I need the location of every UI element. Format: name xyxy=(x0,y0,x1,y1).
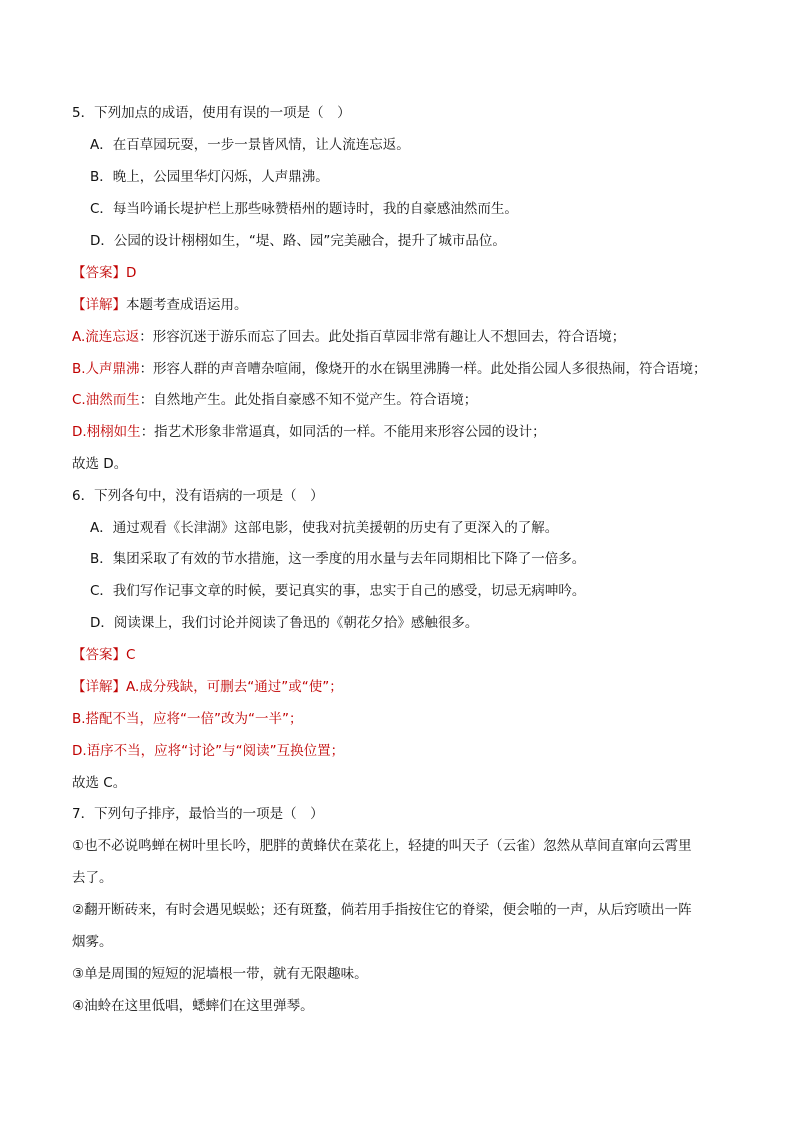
q7-stem: 7．下列句子排序，最恰当的一项是（ ） xyxy=(72,806,324,822)
q5-option-a: A．在百草园玩耍，一步一景皆风情，让人流连忘返。 xyxy=(90,137,410,153)
q5-explanation-b xyxy=(72,360,707,378)
explanation-text: ：自然地产生。此处指自豪感不知不觉产生。符合语境； xyxy=(139,392,478,408)
answer-letter: C xyxy=(126,647,136,663)
q7-sentence-4: ④油蛉在这里低唱，蟋蟀们在这里弹琴。 xyxy=(72,998,314,1014)
q5-conclusion xyxy=(72,455,127,473)
q7-sentence-1: ①也不必说鸣蝉在树叶里长吟，肥胖的黄蜂伏在菜花上，轻捷的叫天子（云雀）忽然从草间直窜向云霄里 xyxy=(72,838,692,854)
q5-explanation-d xyxy=(72,423,546,441)
q7-sentence-2-cont: 烟雾。 xyxy=(72,934,113,950)
q5-option-d: D．公园的设计栩栩如生，“堤、路、园”完美融合，提升了城市品位。 xyxy=(90,233,506,249)
explanation-term: B.人声鼎沸 xyxy=(72,361,140,377)
detail-tag: 【详解】 xyxy=(72,679,126,695)
q6-option-a: A．通过观看《长津湖》这部电影，使我对抗美援朝的历史有了更深入的了解。 xyxy=(90,520,559,536)
q6-answer xyxy=(72,646,135,664)
explanation-term: C.油然而生 xyxy=(72,392,140,408)
q6-explanation-d: D.语序不当，应将“讨论”与“阅读”互换位置； xyxy=(72,743,345,759)
explanation-term: A.流连忘返 xyxy=(72,329,140,345)
q6-option-c: C．我们写作记事文章的时候，要记真实的事，忠实于自己的感受，切忌无病呻吟。 xyxy=(90,583,586,599)
q5-explanation-a xyxy=(72,328,625,346)
q5-option-b: B．晚上，公园里华灯闪烁，人声鼎沸。 xyxy=(90,169,329,185)
q6-explanation-b: B.搭配不当，应将“一倍”改为“一半”； xyxy=(72,711,303,727)
q5-detail xyxy=(72,296,248,314)
q5-answer xyxy=(72,264,136,282)
q6-conclusion xyxy=(72,774,126,792)
conclusion-prefix: 故选 xyxy=(72,456,104,472)
answer-tag: 【答案】 xyxy=(72,265,126,281)
answer-letter: D xyxy=(126,265,137,281)
explanation-text: ：形容人群的声音嘈杂喧闹，像烧开的水在锅里沸腾一样。此处指公园人多很热闹，符合语境； xyxy=(139,361,707,377)
explanation-text: ：形容沉迷于游乐而忘了回去。此处指百草园非常有趣让人不想回去，符合语境； xyxy=(139,329,626,345)
q7-sentence-3: ③单是周围的短短的泥墙根一带，就有无限趣味。 xyxy=(72,966,368,982)
q6-option-d: D．阅读课上，我们讨论并阅读了鲁迅的《朝花夕拾》感触很多。 xyxy=(90,615,479,631)
conclusion-letter: D xyxy=(103,456,114,472)
q6-option-b: B．集团采取了有效的节水措施，这一季度的用水量与去年同期相比下降了一倍多。 xyxy=(90,551,586,567)
q5-option-c: C．每当吟诵长堤护栏上那些咏赞梧州的题诗时，我的自豪感油然而生。 xyxy=(90,201,518,217)
conclusion-suffix: 。 xyxy=(112,775,127,791)
q6-detail xyxy=(72,678,343,696)
explanation-term: D.栩栩如生 xyxy=(72,424,141,440)
q6-explanation-a: A.成分残缺，可删去“通过”或“使”； xyxy=(126,679,343,695)
q5-explanation-c xyxy=(72,391,477,409)
detail-tag: 【详解】 xyxy=(72,297,126,313)
conclusion-letter: C xyxy=(103,775,113,791)
q7-sentence-2: ②翻开断砖来，有时会遇见蜈蚣；还有斑蝥，倘若用手指按住它的脊梁，便会啪的一声，从后窍喷出一阵 xyxy=(72,902,692,918)
q7-sentence-1-cont: 去了。 xyxy=(72,870,113,886)
explanation-text: ：指艺术形象非常逼真，如同活的一样。不能用来形容公园的设计； xyxy=(140,424,546,440)
detail-intro: 本题考查成语运用。 xyxy=(126,297,248,313)
q6-stem: 6．下列各句中，没有语病的一项是（ ） xyxy=(72,488,324,504)
answer-tag: 【答案】 xyxy=(72,647,126,663)
conclusion-prefix: 故选 xyxy=(72,775,104,791)
conclusion-suffix: 。 xyxy=(113,456,128,472)
q5-stem: 5．下列加点的成语，使用有误的一项是（ ） xyxy=(72,105,351,121)
